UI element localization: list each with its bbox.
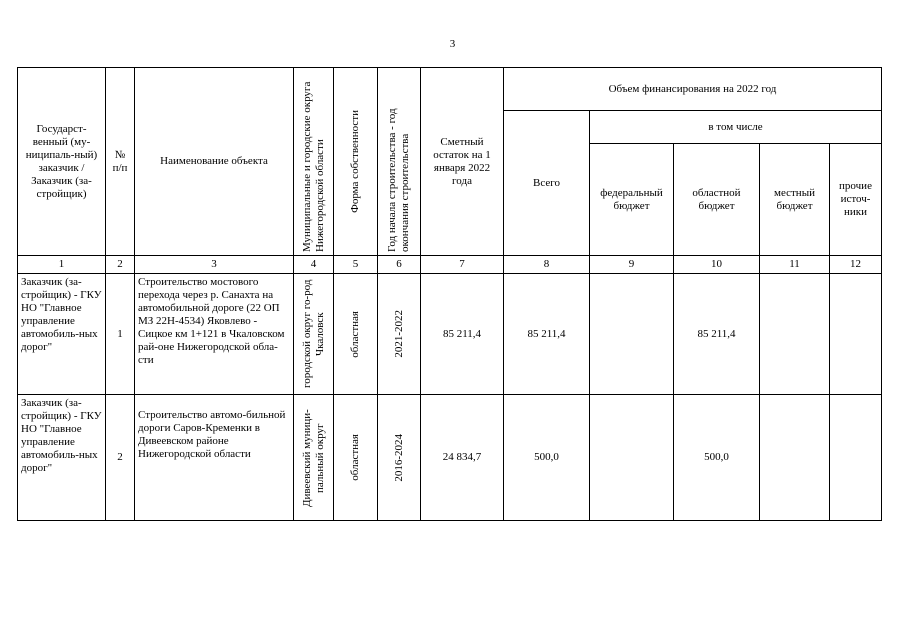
row-ownership xyxy=(334,274,378,395)
header-local: местный бюджет xyxy=(760,144,830,256)
header-funding: Объем финансирования на 2022 год xyxy=(504,68,882,111)
column-number: 2 xyxy=(106,256,135,274)
column-number: 1 xyxy=(18,256,106,274)
header-ownership-text: Форма собственности xyxy=(349,110,361,213)
table-row xyxy=(18,274,882,395)
header-num: № п/п xyxy=(106,68,135,256)
header-customer: Государст-венный (му-ниципаль-ный) заказчик / Заказчик (за-стройщик) xyxy=(18,68,106,256)
row-other xyxy=(830,274,882,395)
column-number: 7 xyxy=(421,256,504,274)
column-number: 12 xyxy=(830,256,882,274)
row-years xyxy=(378,274,421,395)
page-number: 3 xyxy=(449,38,456,50)
header-other: прочие источ-ники xyxy=(830,144,882,256)
row-federal xyxy=(590,274,674,395)
row-total: 85 211,4 xyxy=(504,274,590,395)
row-customer: Заказчик (за-стройщик) - ГКУ НО "Главное управление автомобиль-ных дорог" xyxy=(18,274,106,395)
row-regional: 85 211,4 xyxy=(674,274,760,395)
row-years-text: 2016-2024 xyxy=(392,433,405,482)
row-municipality-text: Дивеевский муници-пальный округ xyxy=(300,408,326,507)
row-customer: Заказчик (за-стройщик) - ГКУ НО "Главное управление автомобиль-ных дорог" xyxy=(18,395,106,521)
header-municipality xyxy=(294,68,334,256)
row-municipality xyxy=(294,274,334,395)
header-including: в том числе xyxy=(590,111,882,144)
header-regional: областной бюджет xyxy=(674,144,760,256)
header-balance: Сметный остаток на 1 января 2022 года xyxy=(421,68,504,256)
row-federal xyxy=(590,395,674,521)
row-municipality-text: городской округ го-род Чкаловск xyxy=(300,279,326,389)
row-other xyxy=(830,395,882,521)
header-municipality-text: Муниципальные и городские округа Нижегородской области xyxy=(300,81,326,252)
row-num: 1 xyxy=(106,274,135,395)
row-object-name: Строительство мостового перехода через р. Санахта на автомобильной дороге (22 ОП МЗ 22Н-4534) Яковлево - Сицкое км 1+121 в Чкаловском рай-оне Нижегородской обла-сти xyxy=(135,274,294,395)
header-ownership xyxy=(334,68,378,256)
header-years-text: Год начала строительства - год окончания строительства xyxy=(386,107,411,252)
table-row xyxy=(18,395,882,521)
column-number: 8 xyxy=(504,256,590,274)
row-regional: 500,0 xyxy=(674,395,760,521)
column-numbers-row xyxy=(18,256,882,274)
row-object-name: Строительство автомо-бильной дороги Саров-Кременки в Дивеевском районе Нижегородской области xyxy=(135,395,294,521)
row-balance: 85 211,4 xyxy=(421,274,504,395)
financing-table xyxy=(17,67,882,521)
column-number: 4 xyxy=(294,256,334,274)
column-number: 5 xyxy=(334,256,378,274)
row-local xyxy=(760,274,830,395)
header-object-name: Наименование объекта xyxy=(135,68,294,256)
column-number: 11 xyxy=(760,256,830,274)
row-total: 500,0 xyxy=(504,395,590,521)
column-number: 10 xyxy=(674,256,760,274)
row-municipality xyxy=(294,395,334,521)
row-ownership-text: областная xyxy=(349,434,361,481)
header-total: Всего xyxy=(504,111,590,256)
row-years xyxy=(378,395,421,521)
header-federal: федеральный бюджет xyxy=(590,144,674,256)
row-balance: 24 834,7 xyxy=(421,395,504,521)
column-number: 9 xyxy=(590,256,674,274)
row-ownership xyxy=(334,395,378,521)
row-num: 2 xyxy=(106,395,135,521)
row-ownership-text: областная xyxy=(349,310,361,358)
row-years-text: 2021-2022 xyxy=(392,310,405,358)
column-number: 6 xyxy=(378,256,421,274)
column-number: 3 xyxy=(135,256,294,274)
header-years xyxy=(378,68,421,256)
row-local xyxy=(760,395,830,521)
